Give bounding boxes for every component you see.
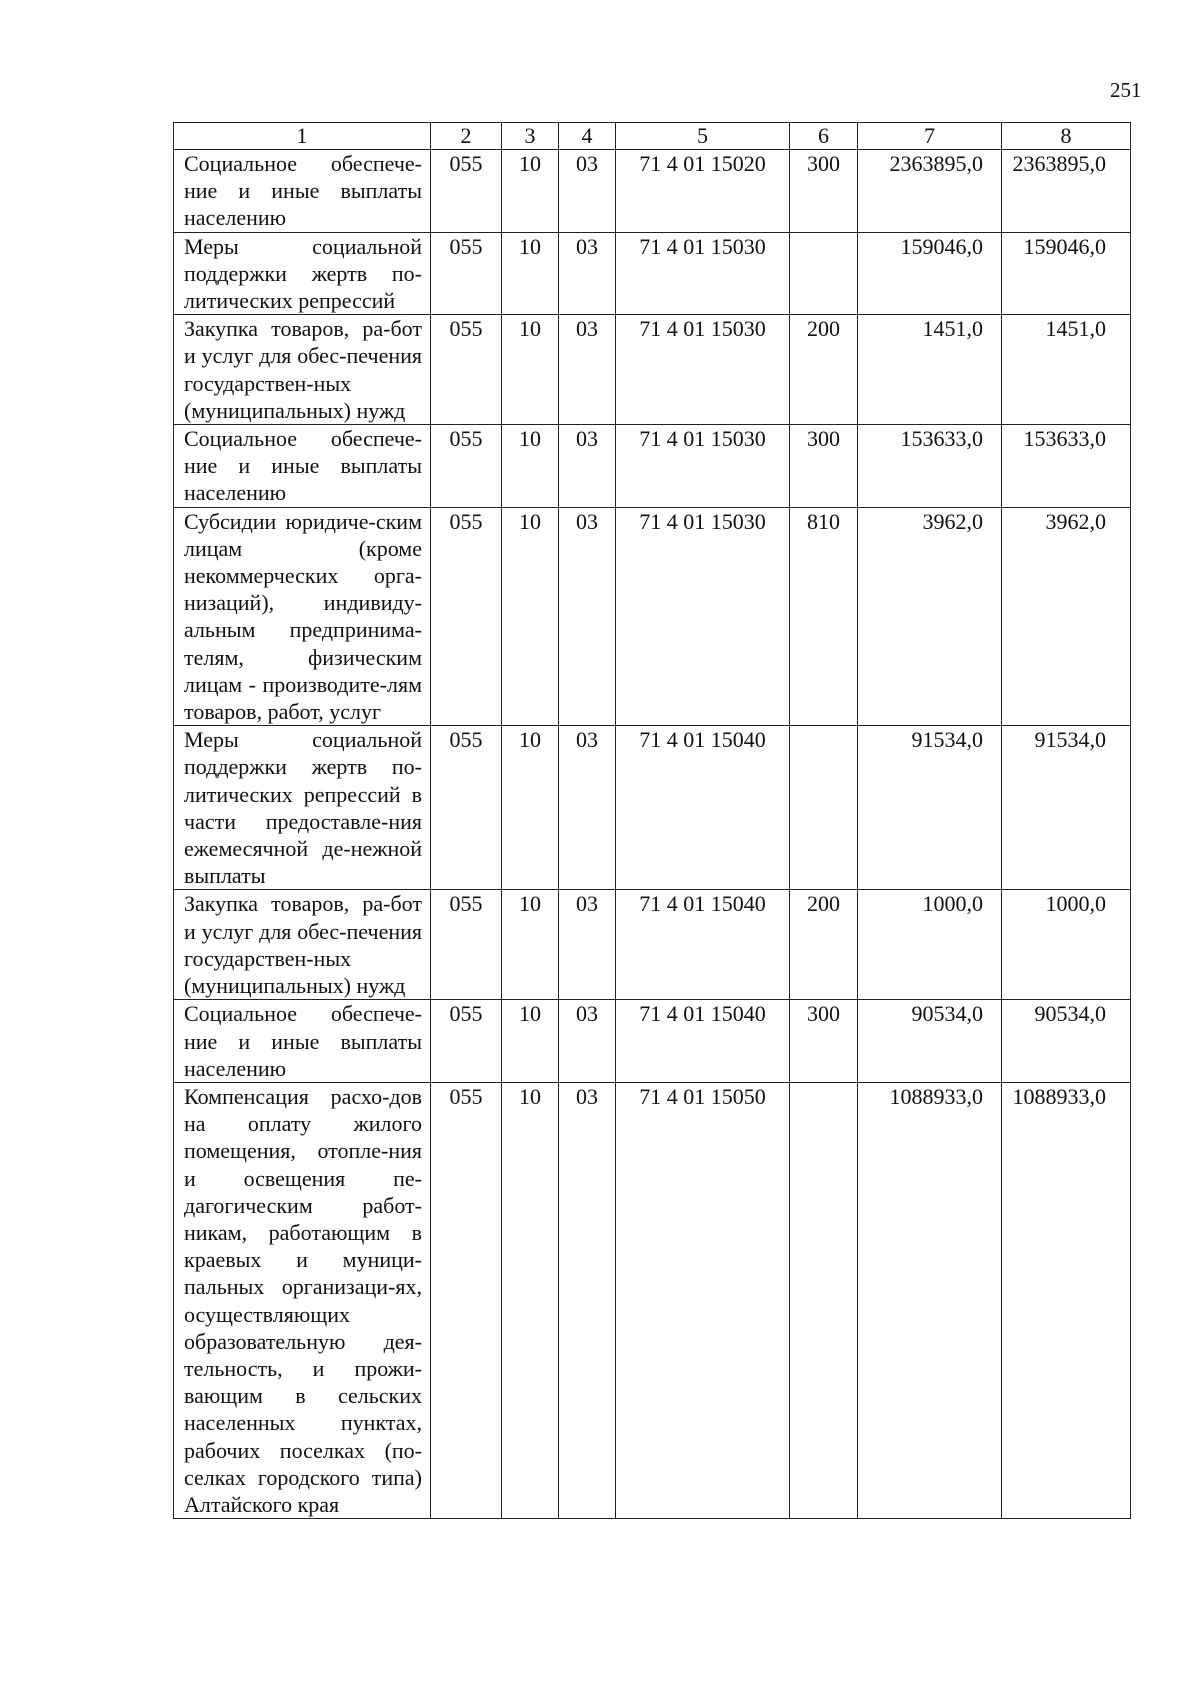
sum1-cell: 1451,0 xyxy=(858,315,1002,425)
row-name-cell: Социальное обеспече-ние и иные выплаты населению xyxy=(174,1000,431,1083)
csr-cell: 71 4 01 15030 xyxy=(616,315,790,425)
csr-cell: 71 4 01 15030 xyxy=(616,425,790,508)
vr-cell: 300 xyxy=(790,425,858,508)
sum2-cell: 1000,0 xyxy=(1002,890,1131,1000)
column-header: 3 xyxy=(502,123,559,150)
vr-cell: 810 xyxy=(790,507,858,726)
vr-cell: 200 xyxy=(790,890,858,1000)
sum1-cell: 91534,0 xyxy=(858,726,1002,890)
header-row xyxy=(174,123,1131,150)
gr-cell: 055 xyxy=(431,726,502,890)
gr-cell: 055 xyxy=(431,150,502,233)
rz-cell: 10 xyxy=(502,726,559,890)
vr-cell xyxy=(790,726,858,890)
sum2-cell: 3962,0 xyxy=(1002,507,1131,726)
column-header: 4 xyxy=(559,123,616,150)
column-header: 1 xyxy=(174,123,431,150)
table-row xyxy=(174,1000,1131,1083)
pr-cell: 03 xyxy=(559,315,616,425)
row-name-cell: Субсидии юридиче-ским лицам (кроме некоммерческих орга-низаций), индивиду-альным предпринима-телям, физическим лицам - производите-лям товаров, работ, услуг xyxy=(174,507,431,726)
row-name-cell: Социальное обеспече-ние и иные выплаты населению xyxy=(174,425,431,508)
csr-cell: 71 4 01 15020 xyxy=(616,150,790,233)
row-name-cell: Социальное обеспече-ние и иные выплаты населению xyxy=(174,150,431,233)
vr-cell: 300 xyxy=(790,150,858,233)
table-row xyxy=(174,726,1131,890)
csr-cell: 71 4 01 15040 xyxy=(616,1000,790,1083)
pr-cell: 03 xyxy=(559,232,616,315)
column-header: 5 xyxy=(616,123,790,150)
gr-cell: 055 xyxy=(431,1082,502,1518)
sum1-cell: 90534,0 xyxy=(858,1000,1002,1083)
rz-cell: 10 xyxy=(502,232,559,315)
table-row xyxy=(174,150,1131,233)
vr-cell xyxy=(790,232,858,315)
budget-table xyxy=(173,122,1131,1519)
column-header: 6 xyxy=(790,123,858,150)
table-row xyxy=(174,315,1131,425)
sum2-cell: 159046,0 xyxy=(1002,232,1131,315)
vr-cell: 300 xyxy=(790,1000,858,1083)
sum2-cell: 2363895,0 xyxy=(1002,150,1131,233)
row-name-cell: Меры социальной поддержки жертв по-литических репрессий в части предоставле-ния ежемесячной де-нежной выплаты xyxy=(174,726,431,890)
sum1-cell: 153633,0 xyxy=(858,425,1002,508)
gr-cell: 055 xyxy=(431,890,502,1000)
pr-cell: 03 xyxy=(559,890,616,1000)
sum1-cell: 2363895,0 xyxy=(858,150,1002,233)
rz-cell: 10 xyxy=(502,150,559,233)
pr-cell: 03 xyxy=(559,1082,616,1518)
table-row xyxy=(174,425,1131,508)
sum2-cell: 153633,0 xyxy=(1002,425,1131,508)
table-row xyxy=(174,890,1131,1000)
csr-cell: 71 4 01 15050 xyxy=(616,1082,790,1518)
pr-cell: 03 xyxy=(559,507,616,726)
table-row xyxy=(174,232,1131,315)
gr-cell: 055 xyxy=(431,1000,502,1083)
pr-cell: 03 xyxy=(559,1000,616,1083)
row-name-cell: Компенсация расхо-дов на оплату жилого помещения, отопле-ния и освещения пе-дагогическим работ-никам, работающим в краевых и муници-пальных организаци-ях, осуществляющих образовательную дея-тельность, и прожи-вающим в сельских населенных пунктах, рабочих поселках (по-селках городского типа) Алтайского края xyxy=(174,1082,431,1518)
sum2-cell: 90534,0 xyxy=(1002,1000,1131,1083)
column-header: 2 xyxy=(431,123,502,150)
table-row xyxy=(174,507,1131,726)
column-header: 8 xyxy=(1002,123,1131,150)
sum2-cell: 1088933,0 xyxy=(1002,1082,1131,1518)
rz-cell: 10 xyxy=(502,1082,559,1518)
pr-cell: 03 xyxy=(559,150,616,233)
pr-cell: 03 xyxy=(559,726,616,890)
row-name-cell: Закупка товаров, ра-бот и услуг для обес-печения государствен-ных (муниципальных) нужд xyxy=(174,315,431,425)
csr-cell: 71 4 01 15030 xyxy=(616,507,790,726)
page-number: 251 xyxy=(1110,78,1142,102)
column-header: 7 xyxy=(858,123,1002,150)
pr-cell: 03 xyxy=(559,425,616,508)
gr-cell: 055 xyxy=(431,507,502,726)
gr-cell: 055 xyxy=(431,315,502,425)
csr-cell: 71 4 01 15040 xyxy=(616,890,790,1000)
gr-cell: 055 xyxy=(431,425,502,508)
rz-cell: 10 xyxy=(502,425,559,508)
sum2-cell: 91534,0 xyxy=(1002,726,1131,890)
vr-cell: 200 xyxy=(790,315,858,425)
csr-cell: 71 4 01 15040 xyxy=(616,726,790,890)
vr-cell xyxy=(790,1082,858,1518)
rz-cell: 10 xyxy=(502,507,559,726)
rz-cell: 10 xyxy=(502,315,559,425)
sum1-cell: 159046,0 xyxy=(858,232,1002,315)
row-name-cell: Меры социальной поддержки жертв по-литических репрессий xyxy=(174,232,431,315)
row-name-cell: Закупка товаров, ра-бот и услуг для обес-печения государствен-ных (муниципальных) нужд xyxy=(174,890,431,1000)
rz-cell: 10 xyxy=(502,890,559,1000)
sum1-cell: 3962,0 xyxy=(858,507,1002,726)
table-row xyxy=(174,1082,1131,1518)
sum2-cell: 1451,0 xyxy=(1002,315,1131,425)
csr-cell: 71 4 01 15030 xyxy=(616,232,790,315)
rz-cell: 10 xyxy=(502,1000,559,1083)
sum1-cell: 1000,0 xyxy=(858,890,1002,1000)
sum1-cell: 1088933,0 xyxy=(858,1082,1002,1518)
gr-cell: 055 xyxy=(431,232,502,315)
